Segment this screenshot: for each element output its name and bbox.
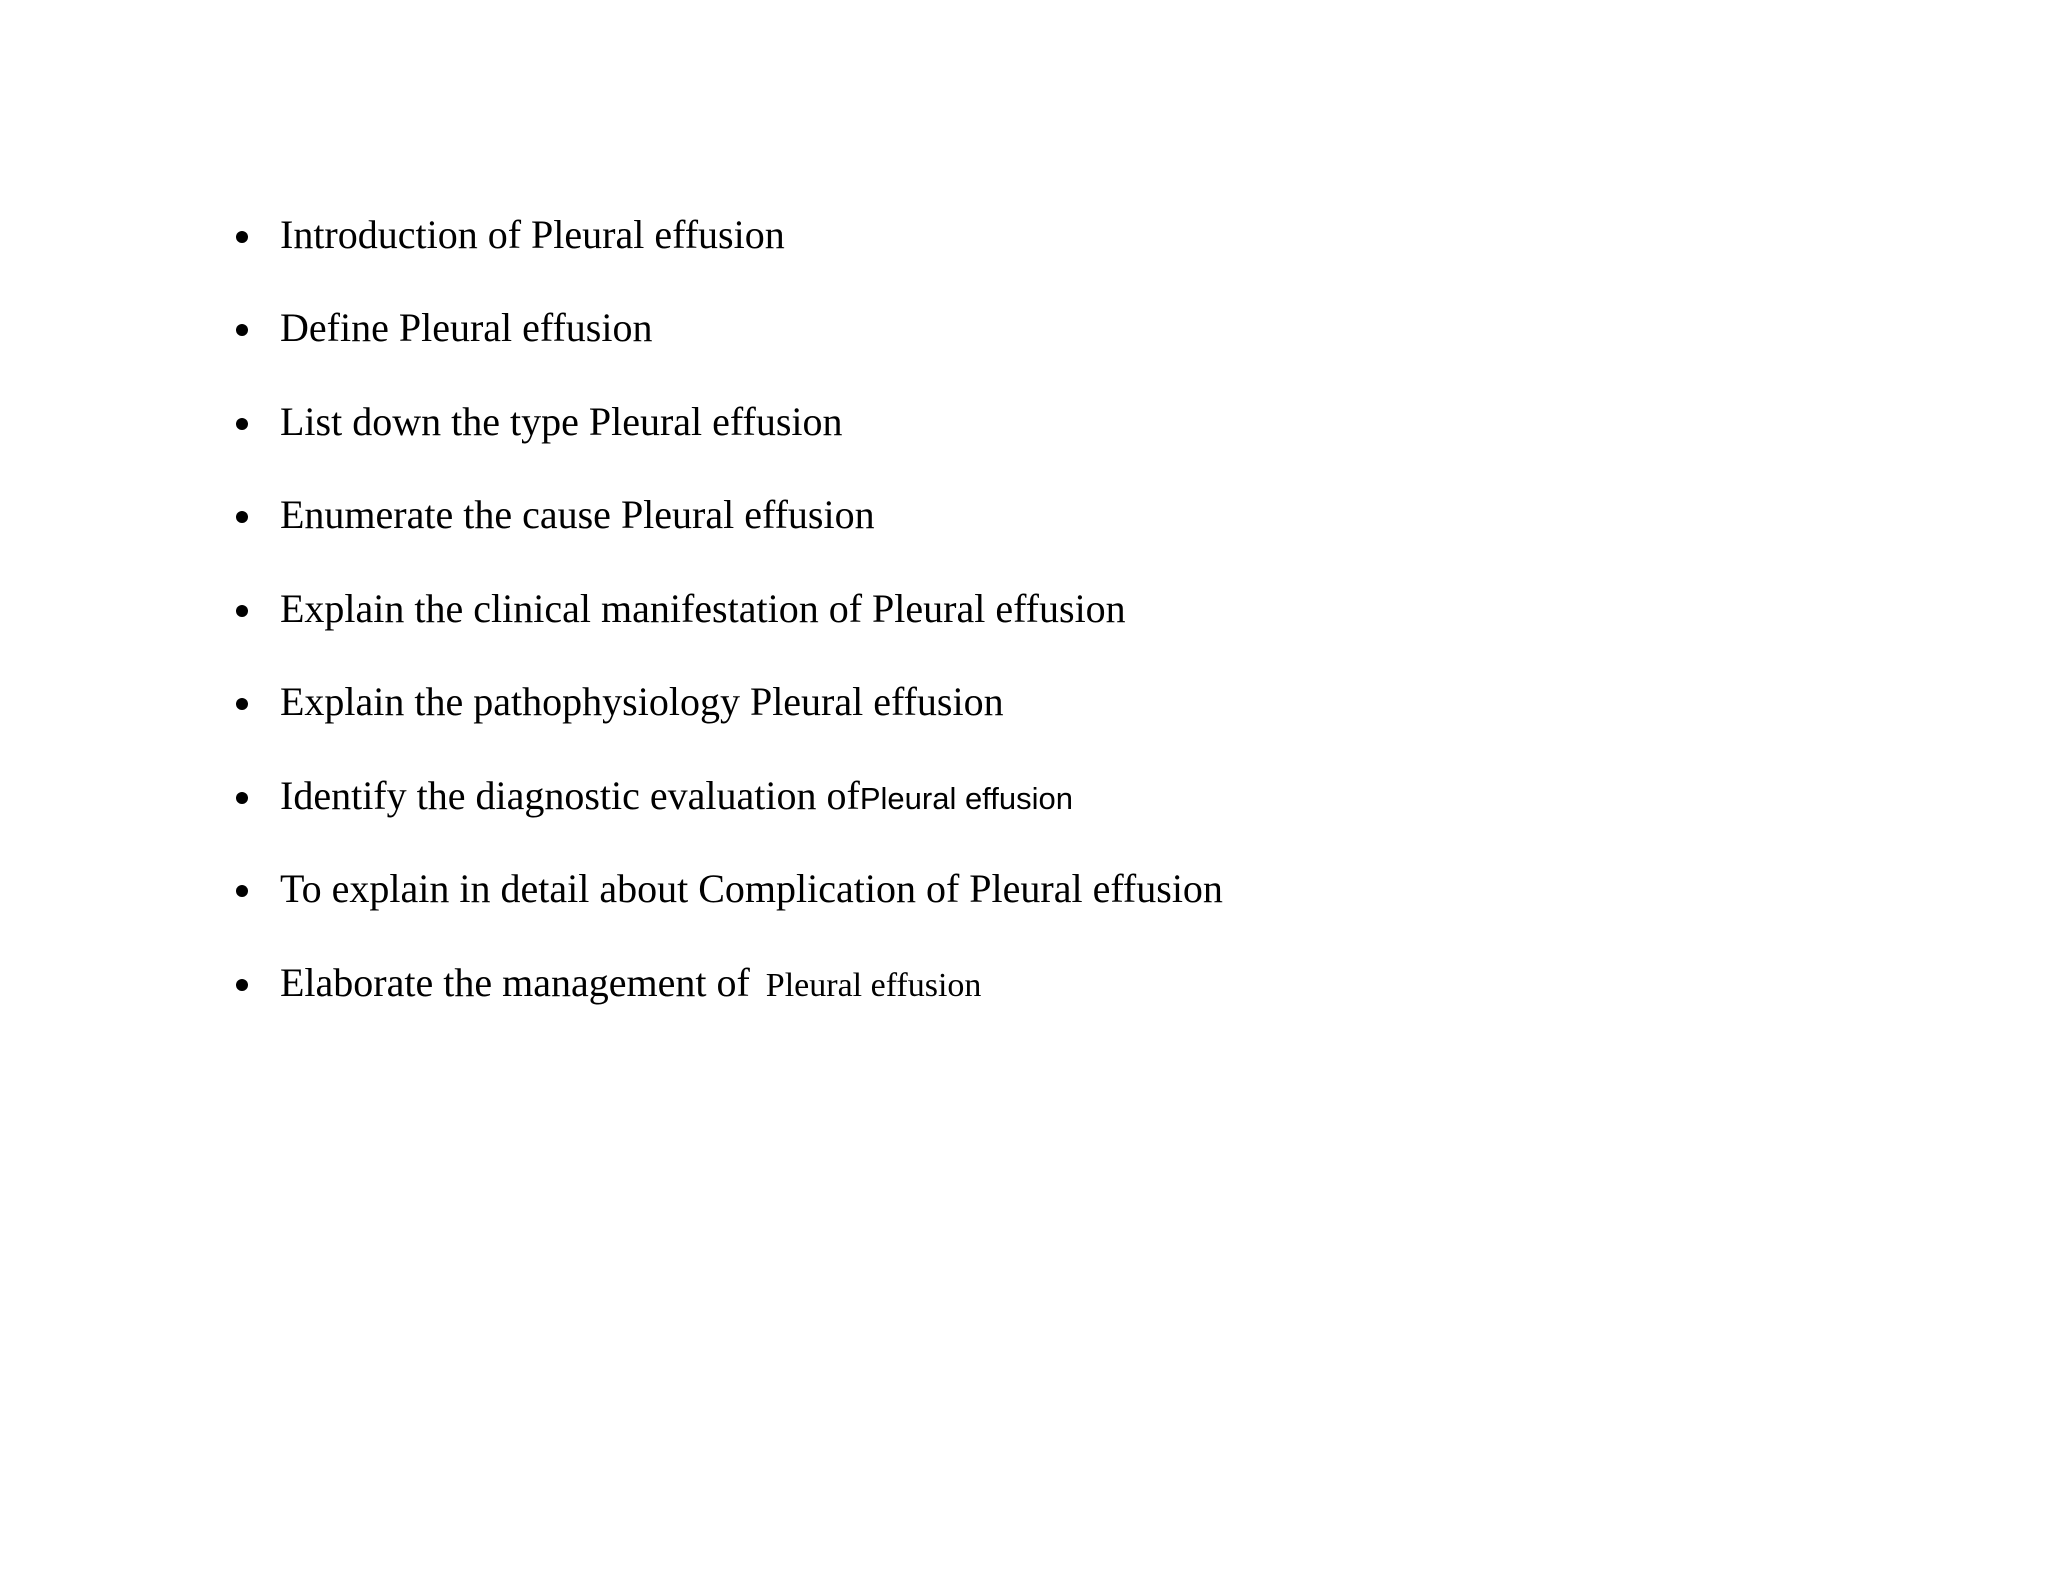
objective-text — [280, 766, 1073, 829]
objective-suffix: Pleural effusion — [859, 781, 1073, 816]
objective-label: Explain the clinical manifestation of Pleural effusion — [280, 586, 1126, 631]
bullet-icon — [236, 885, 248, 897]
bullet-icon — [236, 792, 248, 804]
objective-text — [280, 205, 785, 265]
objective-text — [280, 579, 1126, 639]
bullet-icon — [236, 418, 248, 430]
objective-text — [280, 672, 1004, 732]
objective-label: Define Pleural effusion — [280, 305, 653, 350]
objective-label: Enumerate the cause Pleural effusion — [280, 492, 875, 537]
objective-text — [280, 298, 652, 358]
bullet-icon — [236, 231, 248, 243]
bullet-icon — [236, 324, 248, 336]
bullet-icon — [236, 511, 248, 523]
objective-text — [280, 392, 843, 452]
objective-label: Explain the pathophysiology Pleural effusion — [280, 679, 1004, 724]
objective-text — [280, 859, 1223, 919]
objective-label: Elaborate the management of — [280, 960, 750, 1005]
bullet-icon — [236, 979, 248, 991]
objective-label: Identify the diagnostic evaluation of — [280, 773, 860, 818]
objective-label: To explain in detail about Complication of Pleural effusion — [280, 866, 1223, 911]
objective-text — [280, 953, 981, 1016]
objective-label: List down the type Pleural effusion — [280, 399, 843, 444]
bullet-icon — [236, 698, 248, 710]
objective-suffix: Pleural effusion — [765, 967, 982, 1004]
bullet-icon — [236, 605, 248, 617]
objective-label: Introduction of Pleural effusion — [280, 212, 785, 257]
objective-text — [280, 485, 875, 545]
